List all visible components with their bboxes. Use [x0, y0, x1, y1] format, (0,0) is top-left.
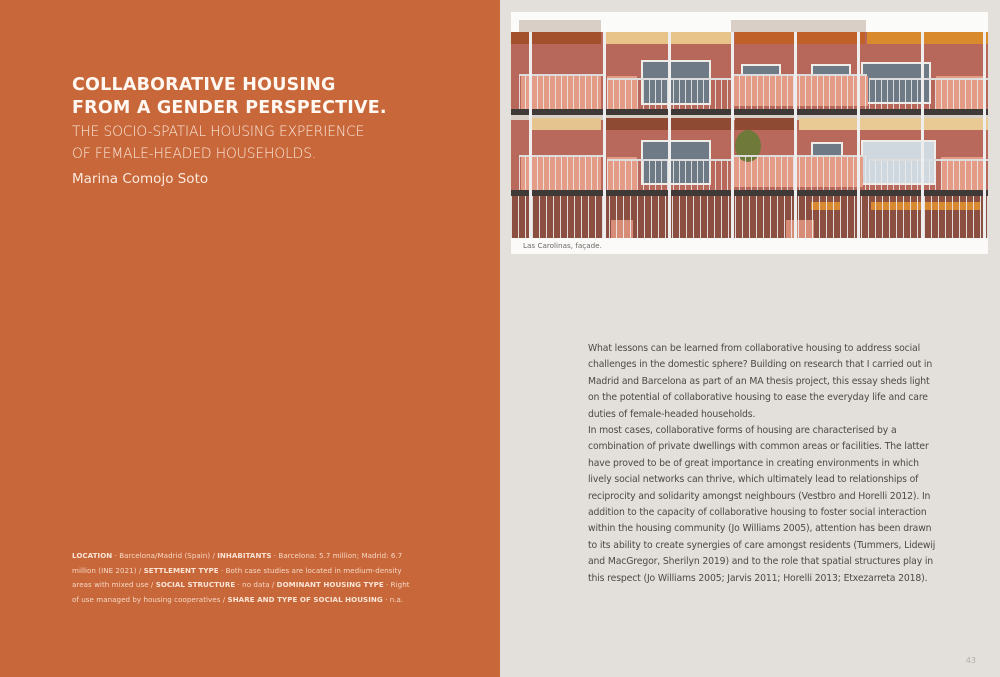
essay-paragraph-1: What lessons can be learned from collaborative housing to address social challenges in the domestic sphere? Building on research that I carried out in Madrid and Barcelona as part of an MA thesis project, this essay sheds light on the potential of collaborative housing to ease the everyday life and care duties of female-headed households. — [588, 343, 933, 420]
subtitle-line-1: THE SOCIO-SPATIAL HOUSING EXPERIENCE — [72, 124, 365, 140]
steel-column — [983, 32, 986, 238]
fact-label-social-structure: SOCIAL STRUCTURE — [155, 580, 236, 589]
title-block — [72, 74, 472, 190]
awning — [867, 32, 988, 44]
awning — [735, 118, 795, 130]
building-facade-photo — [511, 12, 988, 238]
fact-value-inhabitants: Barcelona: 5.7 million; Madrid: 6.7 million (INE 2021) — [72, 551, 403, 575]
fact-label-dominant-housing-type: DOMINANT HOUSING TYPE — [276, 580, 384, 589]
fact-divider: / — [220, 594, 228, 604]
fact-label-social-housing: SHARE AND TYPE OF SOCIAL HOUSING — [227, 594, 383, 604]
fact-separator: · — [382, 594, 390, 604]
ground-floor-grille — [511, 196, 988, 238]
fact-value-location: Barcelona/Madrid (Spain) — [119, 551, 211, 560]
fact-label-inhabitants: INHABITANTS — [217, 551, 272, 560]
page-number: 43 — [965, 656, 976, 665]
fact-label-location: LOCATION — [72, 551, 113, 560]
fact-separator: · — [383, 580, 391, 589]
steel-column — [857, 32, 860, 238]
fact-divider: / — [136, 565, 144, 575]
steel-column — [603, 32, 606, 238]
steel-column — [668, 32, 671, 238]
author-name: Marina Comojo Soto — [72, 171, 209, 187]
fact-divider: / — [269, 580, 277, 589]
awning — [531, 118, 601, 130]
fact-value-settlement-type: Both case studies are located in medium-density areas with mixed use — [72, 565, 402, 589]
fact-separator: · — [112, 551, 120, 560]
fact-divider: / — [148, 580, 156, 589]
awning — [511, 32, 601, 44]
steel-column — [794, 32, 797, 238]
fact-separator: · — [271, 551, 279, 560]
essay-paragraph-2: In most cases, collaborative forms of housing are characterised by a combination of private dwellings with common areas or facilities. The latter have proved to be of great importance in creating environments in which lively social networks can thrive, which ultimately lead to relationships of reciprocity and solidarity amongst neighbours (Vestbro and Horelli 2012). In addition to the capacity of collaborative housing to foster social interaction within the housing community (Jo Williams 2005), attention has been drawn to its ability to create synergies of care amongst residents (Tummers, Lidewij and MacGregor, Sherilyn 2019) and to the role that spatial structures play in this respect (Jo Williams 2005; Jarvis 2011; Horelli 2013; Etxezarreta 2018). — [588, 425, 936, 584]
balcony-railing — [733, 155, 867, 191]
steel-column — [529, 32, 532, 238]
steel-column — [921, 32, 924, 238]
photo-figure — [511, 12, 988, 254]
subtitle-line-2: OF FEMALE-HEADED HOUSEHOLDS. — [72, 146, 317, 162]
awning — [735, 32, 865, 44]
steel-column — [731, 32, 734, 238]
title-line-2: FROM A GENDER PERSPECTIVE. — [72, 98, 387, 118]
title-line-1: COLLABORATIVE HOUSING — [72, 75, 336, 95]
fact-separator: · — [235, 580, 243, 589]
fact-label-settlement-type: SETTLEMENT TYPE — [143, 565, 219, 575]
fact-value-social-housing: n.a. — [389, 594, 404, 604]
fact-value-social-structure: no data — [242, 580, 270, 589]
balcony-railing — [733, 74, 867, 110]
right-page — [500, 0, 1000, 677]
photo-caption: Las Carolinas, façade. — [523, 241, 602, 250]
fact-separator: · — [218, 565, 226, 575]
fact-divider: / — [210, 551, 218, 560]
fact-value-dominant-housing-type: Right of use managed by housing cooperatives — [72, 580, 410, 604]
facts-box — [72, 549, 417, 607]
essay-text — [588, 341, 938, 587]
awning — [799, 118, 988, 130]
